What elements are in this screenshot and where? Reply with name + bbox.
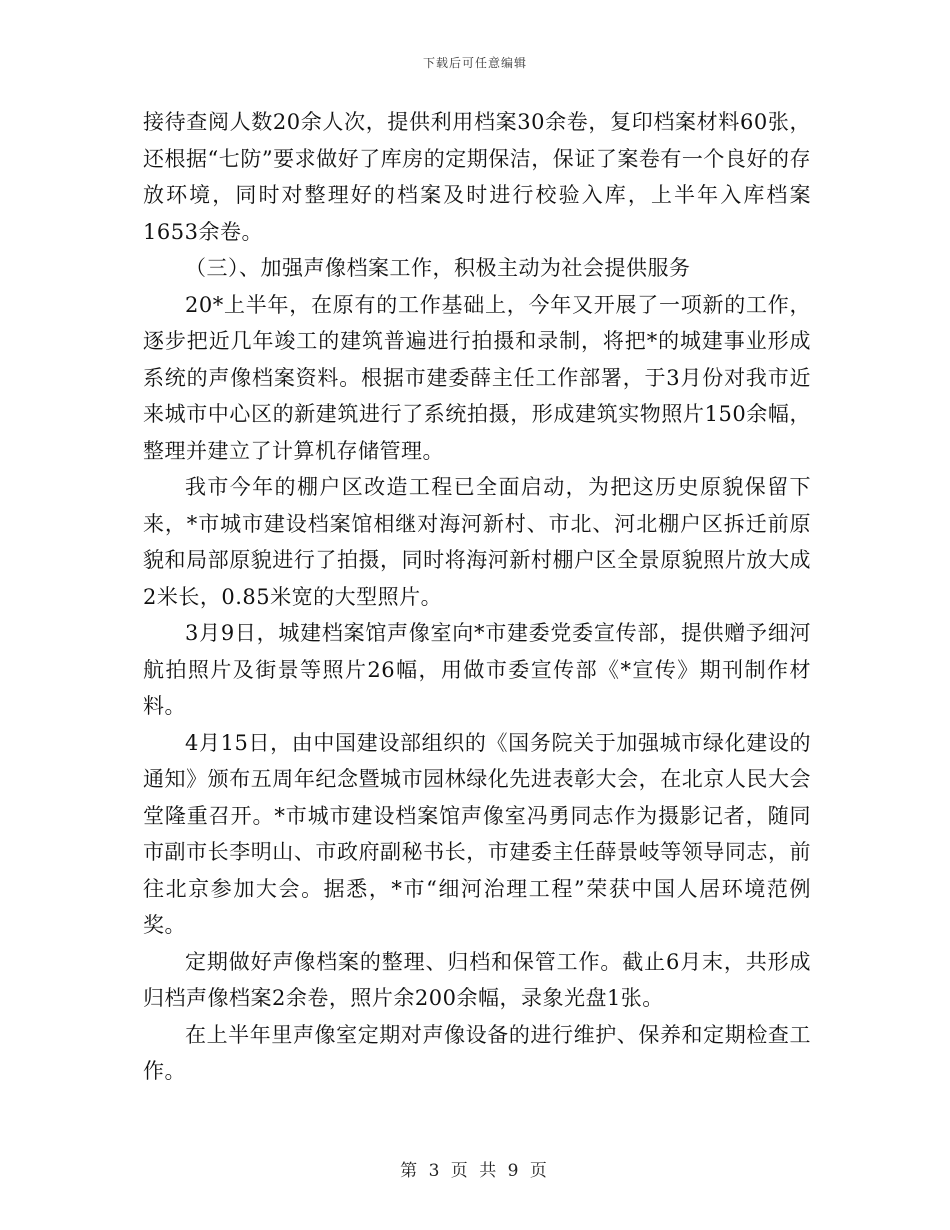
page-header: 下载后可任意编辑 — [422, 56, 527, 70]
paragraph-new-work: 20*上半年，在原有的工作基础上，今年又开展了一项新的工作，逐步把近几年竣工的建筑普遍进行拍摄和录制，将把*的城建事业形成系统的声像档案资料。根据市建委薛主任工作部署，于3月份对我市近来城市中心区的新建筑进行了系统拍摄，形成建筑实物照片150余幅，整理并建立了计算机存储管理。 — [143, 292, 811, 463]
paragraph-shantytown: 我市今年的棚户区改造工程已全面启动，为把这历史原貌保留下来，*市城市建设档案馆相继对海河新村、市北、河北棚户区拆迁前原貌和局部原貌进行了拍摄，同时将海河新村棚户区全景原貌照片放大成2米长，0.85米宽的大型照片。 — [143, 475, 811, 609]
section-heading-audiovisual: （三）、加强声像档案工作，积极主动为社会提供服务 — [185, 256, 691, 280]
paragraph-filing: 定期做好声像档案的整理、归档和保管工作。截止6月末，共形成归档声像档案2余卷，照片余200余幅，录象光盘1张。 — [143, 949, 811, 1010]
paragraph-archive-stats: 接待查阅人数20余人次，提供利用档案30余卷，复印档案材料60张，还根据“七防”要求做好了库房的定期保洁，保证了案卷有一个良好的存放环境，同时对整理好的档案及时进行校验入库，上半年入库档案1653余卷。 — [143, 110, 811, 244]
document-body — [143, 104, 811, 1090]
paragraph-april-15: 4月15日，由中国建设部组织的《国务院关于加强城市绿化建设的通知》颁布五周年纪念暨城市园林绿化先进表彰大会，在北京人民大会堂隆重召开。*市城市建设档案馆声像室冯勇同志作为摄影记者，随同市副市长李明山、市政府副秘书长，市建委主任薛景岐等领导同志，前往北京参加大会。据悉，*市“细河治理工程”荣获中国人居环境范例奖。 — [143, 730, 811, 937]
page-footer: 第 3 页 共 9 页 — [400, 1161, 550, 1181]
paragraph-maintenance: 在上半年里声像室定期对声像设备的进行维护、保养和定期检查工作。 — [143, 1022, 811, 1083]
paragraph-march-9: 3月9日，城建档案馆声像室向*市建委党委宣传部，提供赠予细河航拍照片及街景等照片26幅，用做市委宣传部《*宣传》期刊制作材料。 — [143, 621, 811, 718]
